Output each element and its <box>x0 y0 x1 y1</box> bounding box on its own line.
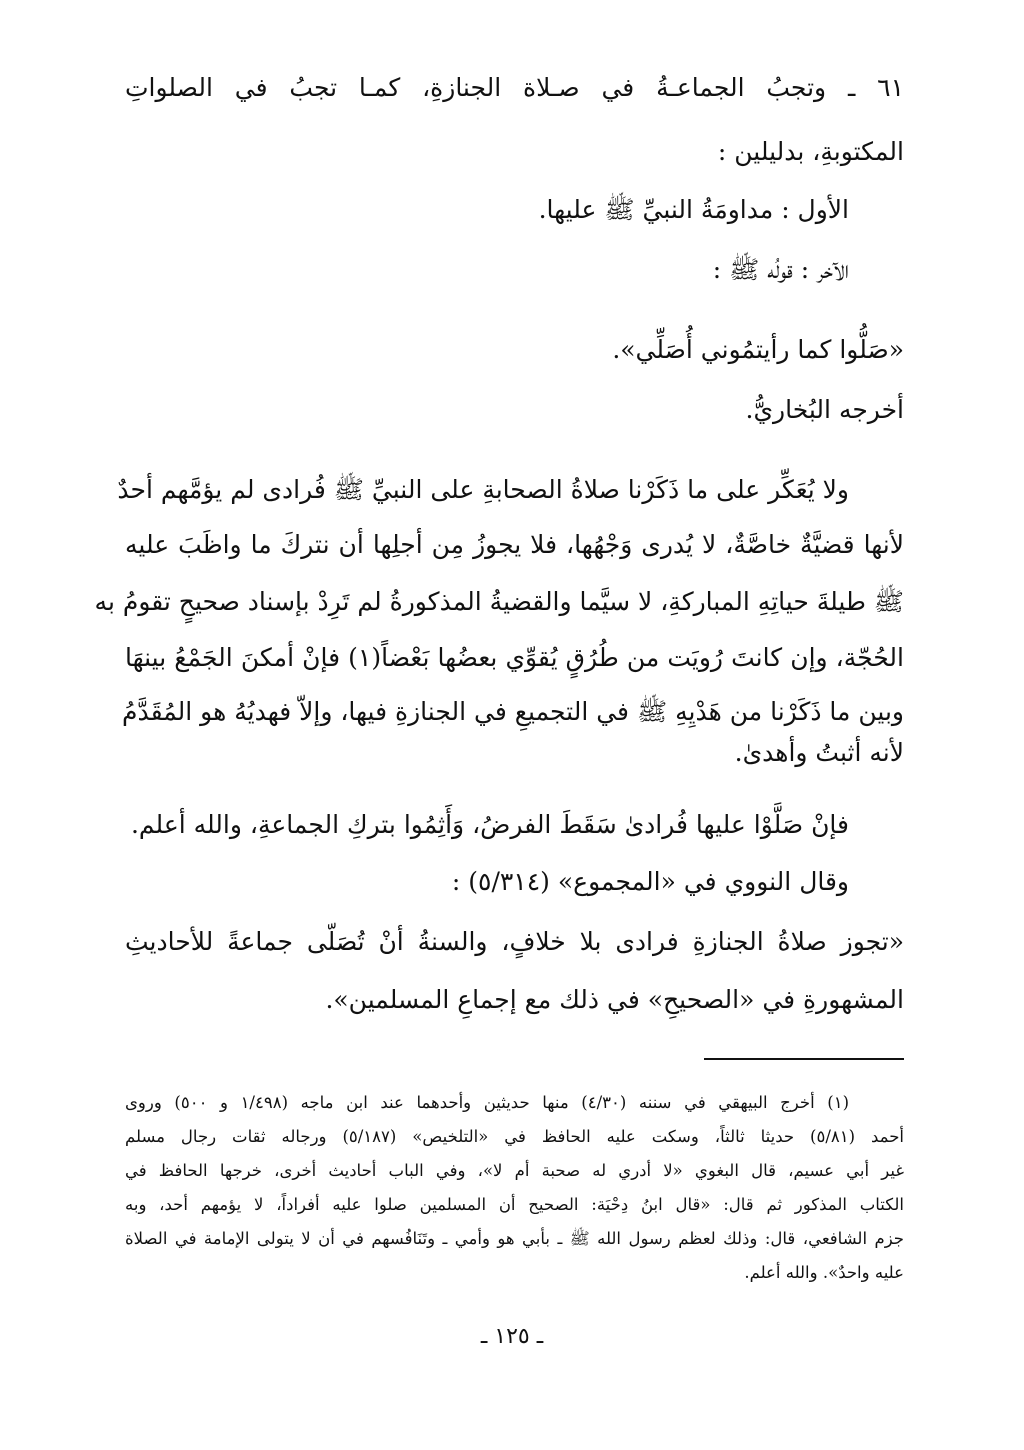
paragraph-2-line-3: ﷺ طيلةَ حياتِهِ المباركةِ، لا سيَّما والقضيةُ المذكورةُ لم تَرِدْ بإسناد صحيحٍ تقومُ به <box>94 587 904 616</box>
nawawi-quote-line-2: المشهورةِ في «الصحيحِ» في ذلك مع إجماعِ المسلمين». <box>325 985 904 1014</box>
paragraph-2-line-4: الحُجّة، وإن كانتَ رُويَت من طُرُقٍ يُقوِّي بعضُها بَعْضاً(١) فإنْ أمكنَ الجَمْعُ بينهَا <box>125 643 904 672</box>
footnote-line-1: (١) أخرج البيهقي في سننه (٤/٣٠) منها حديثين وأحدهما عند ابن ماجه (١/٤٩٨ و ٥٠٠) وروى <box>125 1093 849 1112</box>
footnote-line-3: غير أبي عسيم، قال البغوي «لا أدري له صحبة أم لا»، وفي الباب أحاديث أخرى، خرجها الحافظ في <box>125 1161 904 1180</box>
page-number: ـ ١٢٥ ـ <box>480 1324 544 1349</box>
second-evidence: الآخر : قولُه ﷺ : <box>712 255 849 284</box>
first-evidence: الأول : مداومَةُ النبيِّ ﷺ عليها. <box>538 195 849 224</box>
hadith-quote: «صَلُّوا كما رأيتمُوني أُصَلِّي». <box>612 335 904 364</box>
hadith-source: أخرجه البُخاريُّ. <box>745 395 904 424</box>
paragraph-2-line-5: وبين ما ذَكَرْنا من هَدْيِهِ ﷺ في التجميعِ في الجنازةِ فيها، وإلاّ فهديُهُ هو المُقَدَّمُ <box>121 697 904 726</box>
footnote-separator <box>704 1058 904 1060</box>
footnote-line-4: الكتاب المذكور ثم قال: «قال ابنُ دِحْيَة: الصحيح أن المسلمين صلوا عليه أفراداً، لا يؤمهم أحد، وبه <box>125 1195 904 1214</box>
footnote-line-5: جزم الشافعي، قال: وذلك لعظم رسول الله ﷺ ـ بأبي هو وأمي ـ وتَنَافُسهم في أن لا يتولى الإمامة في الصلاة <box>125 1229 904 1248</box>
footnote-line-2: أحمد (٥/٨١) حديثا ثالثاً، وسكت عليه الحافظ في «التلخيص» (٥/١٨٧) ورجاله ثقات رجال مسلم <box>125 1127 904 1146</box>
footnote-line-6: عليه واحدٌ». والله أعلم. <box>744 1263 904 1282</box>
paragraph-3: فإنْ صَلَّوْا عليها فُرادىٰ سَقَطَ الفرضُ، وَأَثِمُوا بتركِ الجماعةِ، والله أعلم. <box>130 810 849 839</box>
nawawi-quote-line-1: «تجوز صلاةُ الجنازةِ فرادى بلا خلافٍ، والسنةُ أنْ تُصَلّى جماعةً للأحاديثِ <box>125 927 904 956</box>
nawawi-citation: وقال النووي في «المجموع» (٥/٣١٤) : <box>451 867 849 896</box>
paragraph-61-line-1: ٦١ ـ وتجبُ الجماعـةُ في صـلاة الجنازةِ، كمـا تجبُ في الصلواتِ <box>125 73 904 102</box>
paragraph-2-line-1: ولا يُعَكِّر على ما ذَكَرْنا صلاةُ الصحابةِ على النبيِّ ﷺ فُرادى لم يؤمَّهم أحدٌ <box>117 475 849 504</box>
paragraph-61-line-2: المكتوبةِ، بدليلين : <box>717 137 904 166</box>
paragraph-2-line-6: لأنه أثبتُ وأهدىٰ. <box>734 738 904 767</box>
paragraph-2-line-2: لأنها قضيَّةٌ خاصَّةٌ، لا يُدرى وَجْهُها، فلا يجوزُ مِن أجلِها أن نتركَ ما واظَبَ عليه <box>125 530 904 559</box>
